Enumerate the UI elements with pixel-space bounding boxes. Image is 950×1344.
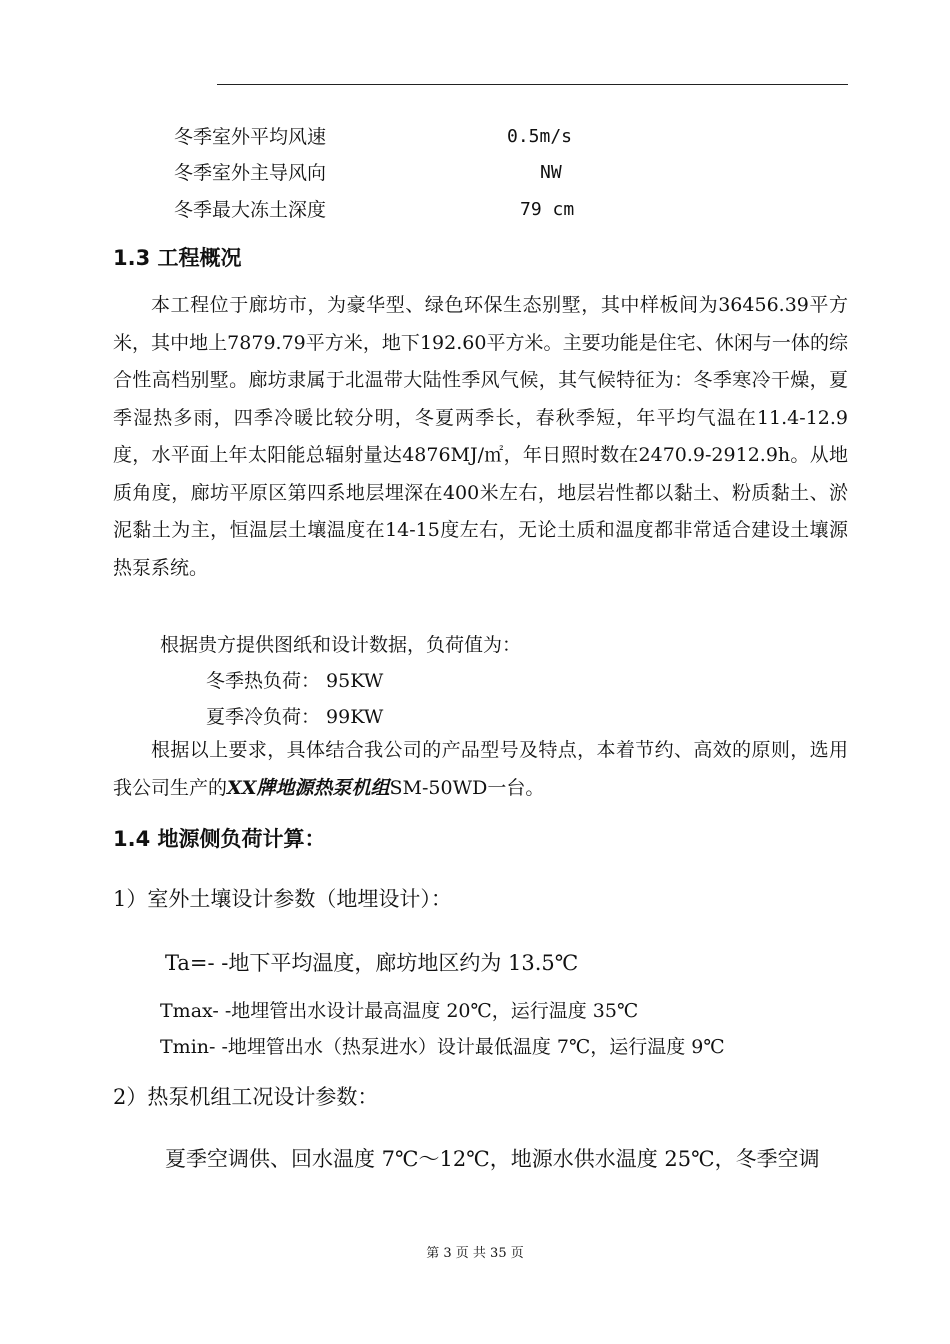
tmax-line: Tmax- -地埋管出水设计最高温度 20℃，运行温度 35℃: [160, 1000, 639, 1022]
summer-cool-load: 夏季冷负荷： 99KW: [206, 706, 384, 728]
climate-label-wind-direction: 冬季室外主导风向: [174, 162, 327, 184]
load-intro-text: 根据贵方提供图纸和设计数据，负荷值为：: [160, 634, 522, 656]
tmin-line: Tmin- -地埋管出水（热泵进水）设计最低温度 7℃，运行温度 9℃: [160, 1036, 725, 1058]
section-1-4-title: 1.4 地源侧负荷计算：: [113, 827, 326, 851]
selection-text-a: 根据以上要求，具体结合我公司的产品型号及特点，本着节约、高效的原则，选用我公司生产的: [113, 739, 848, 799]
page-footer: 第 3 页 共 35 页: [426, 1246, 524, 1261]
climate-value-frost-depth: 79 cm: [520, 199, 575, 220]
section-1-3-title: 1.3 工程概况: [113, 246, 242, 270]
item-2-title: 2）热泵机组工况设计参数：: [113, 1085, 379, 1109]
selection-paragraph: [113, 732, 848, 807]
summer-params-line: 夏季空调供、回水温度 7℃～12℃，地源水供水温度 25℃，冬季空调: [165, 1147, 820, 1171]
ta-line: Ta=- -地下平均温度，廊坊地区约为 13.5℃: [165, 951, 579, 975]
climate-label-wind-speed: 冬季室外平均风速: [174, 126, 327, 148]
selection-text-b: SM-50WD一台。: [389, 776, 545, 799]
project-overview-paragraph: 本工程位于廊坊市，为豪华型、绿色环保生态别墅，其中样板间为36456.39平方米，其中地上7879.79平方米，地下192.60平方米。主要功能是住宅、休闲与一体的综合性高档别墅。廊坊隶属于北温带大陆性季风气候，其气候特征为：冬季寒冷干燥，夏季湿热多雨，四季冷暖比较分明，冬夏两季长，春秋季短，年平均气温在11.4-12.9度，水平面上年太阳能总辐射量达4876MJ/㎡，年日照时数在2470.9-2912.9h。从地质角度，廊坊平原区第四系地层埋深在400米左右，地层岩性都以黏土、粉质黏土、淤泥黏土为主，恒温层土壤温度在14-15度左右，无论土质和温度都非常适合建设土壤源热泵系统。: [113, 294, 848, 579]
winter-heat-load: 冬季热负荷： 95KW: [206, 670, 384, 692]
climate-label-frost-depth: 冬季最大冻土深度: [174, 199, 327, 221]
climate-value-wind-direction: NW: [540, 162, 562, 183]
item-1-title: 1）室外土壤设计参数（地埋设计）：: [113, 887, 452, 911]
header-rule: [217, 84, 848, 85]
climate-value-wind-speed: 0.5m/s: [507, 126, 573, 147]
brand-name: XX牌地源热泵机组: [227, 776, 390, 799]
